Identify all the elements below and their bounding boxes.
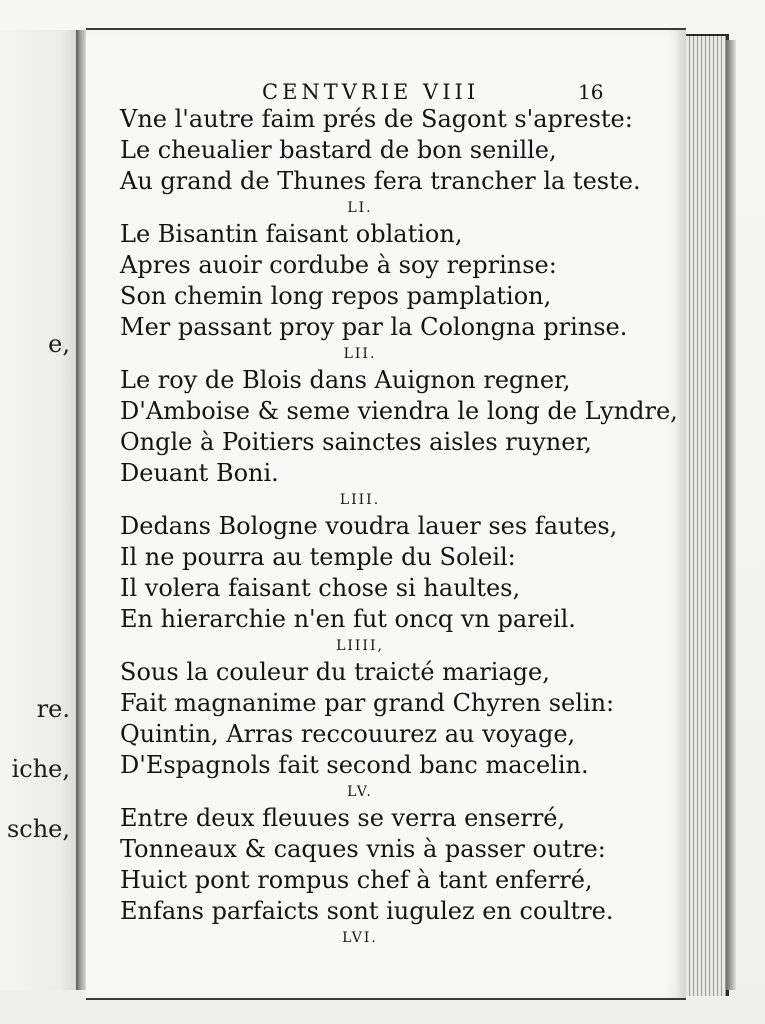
quatrain-numeral: LII.	[343, 346, 377, 362]
quatrain	[120, 489, 620, 635]
left-page-fragment: sche,	[6, 815, 70, 843]
verse-line: Le cheualier bastard de bon senille,	[120, 136, 557, 164]
verse-line: Au grand de Thunes fera trancher la teste.	[120, 167, 641, 195]
verse-line: Il ne pourra au temple du Soleil:	[120, 543, 516, 571]
left-page-fragment: re.	[36, 695, 70, 723]
left-page-fragment: e,	[48, 330, 70, 358]
verse-line: Ongle à Poitiers sainctes aisles ruyner,	[120, 428, 592, 456]
verse-line: Entre deux fleuues se verra enserré,	[120, 804, 566, 832]
quatrain	[120, 343, 678, 489]
quatrain-numeral: LI.	[347, 200, 373, 216]
verse-line: Huict pont rompus chef à tant enferré,	[120, 866, 593, 894]
quatrain	[120, 104, 641, 197]
verse-line: Sous la couleur du traicté mariage,	[120, 658, 550, 686]
quatrain-numeral: LV.	[347, 784, 373, 800]
verse-line: D'Amboise & seme viendra le long de Lyndre,	[120, 397, 678, 425]
page-number: 16	[578, 80, 604, 104]
book-gutter	[76, 30, 86, 990]
verse-line: Apres auoir cordube à soy reprinse:	[120, 251, 557, 279]
verse-line: Quintin, Arras reccouurez au voyage,	[120, 720, 576, 748]
verse-line: D'Espagnols fait second banc macelin.	[120, 751, 589, 779]
fore-edge-shadow	[726, 40, 736, 990]
verse-line: Le Bisantin faisant oblation,	[120, 220, 463, 248]
quatrain	[120, 781, 620, 927]
verse-line: Il volera faisant chose si haultes,	[120, 574, 521, 602]
verse-line: Vne l'autre faim prés de Sagont s'apreste:	[120, 105, 633, 133]
quatrain	[120, 197, 628, 343]
text-block	[120, 104, 678, 949]
verse-line: En hierarchie n'en fut oncq vn pareil.	[120, 605, 576, 633]
quatrain	[120, 927, 620, 949]
quatrain-numeral: LIII.	[339, 492, 381, 508]
page-fore-edge	[686, 34, 729, 996]
quatrain	[120, 635, 620, 781]
running-head: CENTVRIE VIII	[262, 80, 480, 104]
verse-line: Fait magnanime par grand Chyren selin:	[120, 689, 615, 717]
verse-line: Tonneaux & caques vnis à passer outre:	[120, 835, 606, 863]
verse-line: Enfans parfaicts sont iugulez en coultre.	[120, 897, 614, 925]
previous-page-edge	[0, 30, 77, 990]
verse-line: Son chemin long repos pamplation,	[120, 282, 552, 310]
quatrain-numeral: LIIII,	[336, 638, 384, 654]
verse-line: Deuant Boni.	[120, 459, 279, 487]
verse-line: Mer passant proy par la Colongna prinse.	[120, 313, 628, 341]
verse-line: Dedans Bologne voudra lauer ses fautes,	[120, 512, 618, 540]
left-page-fragment: iche,	[11, 755, 70, 783]
quatrain-numeral: LVI.	[342, 930, 378, 946]
verse-line: Le roy de Blois dans Auignon regner,	[120, 366, 571, 394]
